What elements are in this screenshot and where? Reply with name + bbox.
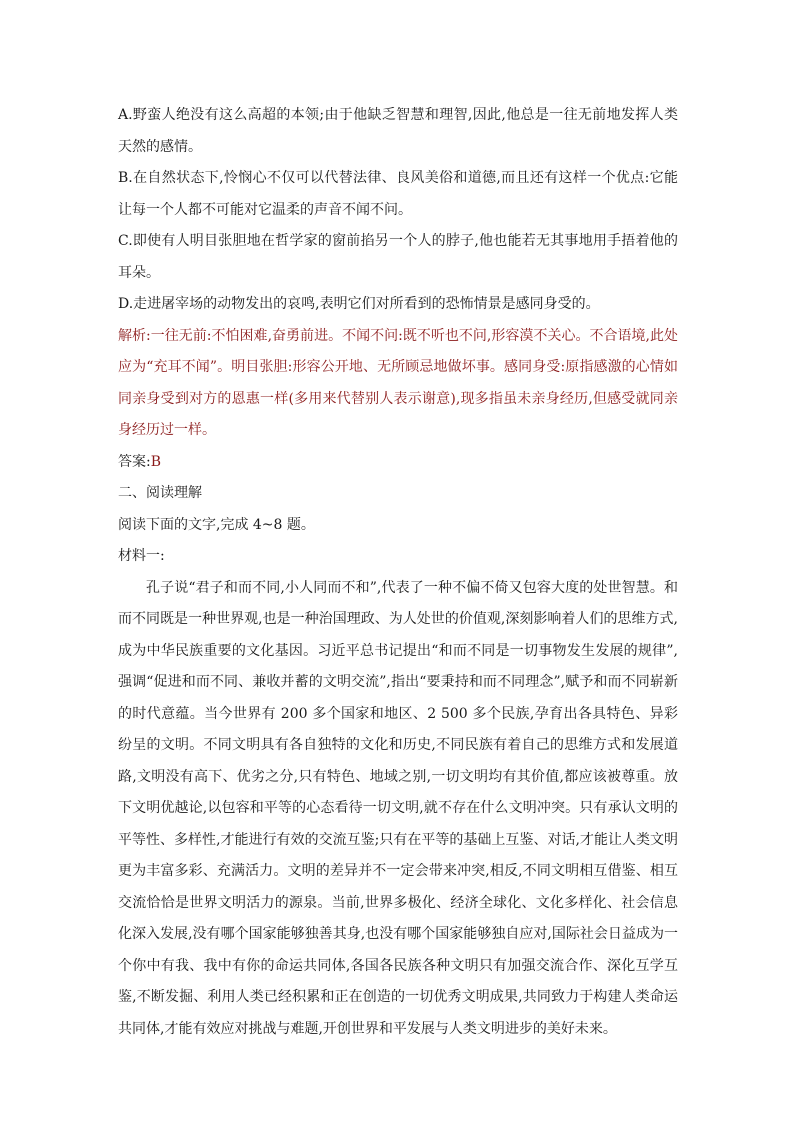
section-title: 二、阅读理解 [118,485,202,501]
answer-value: B [150,453,162,470]
material-text: 孔子说“君子和而不同,小人同而不和”,代表了一种不偏不倚又包容大度的处世智慧。和而不同既是一种世界观,也是一种治国理政、为人处世的价值观,深刻影响着人们的思维方式,成为中华民族重要的文化基因。习近平总书记提出“和而不同是一切事物发生发展的规律”,强调“促进和而不同、兼收并蓄的文明交流”,指出“要秉持和而不同理念”,赋予和而不同崭新的时代意蕴。当今世界有 200 多个国家和地区、2 500 多个民族,孕育出各具特色、异彩纷呈的文明。不同文明具有各自独特的文化和历史,不同民族有着自己的思维方式和发展道路,文明没有高下、优劣之分,只有特色、地域之别,一切文明均有其价值,都应该被尊重。放下文明优越论,以包容和平等的心态看待一切文明,就不存在什么文明冲突。只有承认文明的平等性、多样性,才能进行有效的交流互鉴;只有在平等的基础上互鉴、对话,才能让人类文明更为丰富多彩、充满活力。文明的差异并不一定会带来冲突,相反,不同文明相互借鉴、相互交流恰恰是世界文明活力的源泉。当前,世界多极化、经济全球化、文化多样化、社会信息化深入发展,没有哪个国家能够独善其身,也没有哪个国家能够独自应对,国际社会日益成为一个你中有我、我中有你的命运共同体,各国各民族各种文明只有加强交流合作、深化互学互鉴,不断发掘、利用人类已经积累和正在创造的一切优秀文明成果,共同致力于构建人类命运共同体,才能有效应对挑战与难题,开创世界和平发展与人类文明进步的美好未来。 [118,579,678,1037]
answer-line [118,447,678,479]
option-b: B.在自然状态下,怜悯心不仅可以代替法律、良风美俗和道德,而且还有这样一个优点:它能让每一个人都不可能对它温柔的声音不闻不问。 [118,170,678,218]
document-page [118,100,678,1045]
answer-label: 答案: [118,453,151,470]
material-label: 材料一: [118,548,165,564]
instruction-text: 阅读下面的文字,完成 4~8 题。 [118,516,315,533]
analysis-text: 解析:一往无前:不怕困难,奋勇前进。不闻不问:既不听也不问,形容漠不关心。不合语境,此处应为“充耳不闻”。明目张胆:形容公开地、无所顾忌地做坏事。感同身受:原指感激的心情如同亲身受到对方的恩惠一样(多用来代替别人表示谢意),现多指虽未亲身经历,但感受就同亲身经历过一样。 [118,327,678,438]
option-a: A.野蛮人绝没有这么高超的本领;由于他缺乏智慧和理智,因此,他总是一往无前地发挥人类天然的感情。 [118,107,678,155]
option-c: C.即使有人明目张胆地在哲学家的窗前掐另一个人的脖子,他也能若无其事地用手捂着他的耳朵。 [118,233,678,281]
option-d: D.走进屠宰场的动物发出的哀鸣,表明它们对所看到的恐怖情景是感同身受的。 [118,296,600,312]
